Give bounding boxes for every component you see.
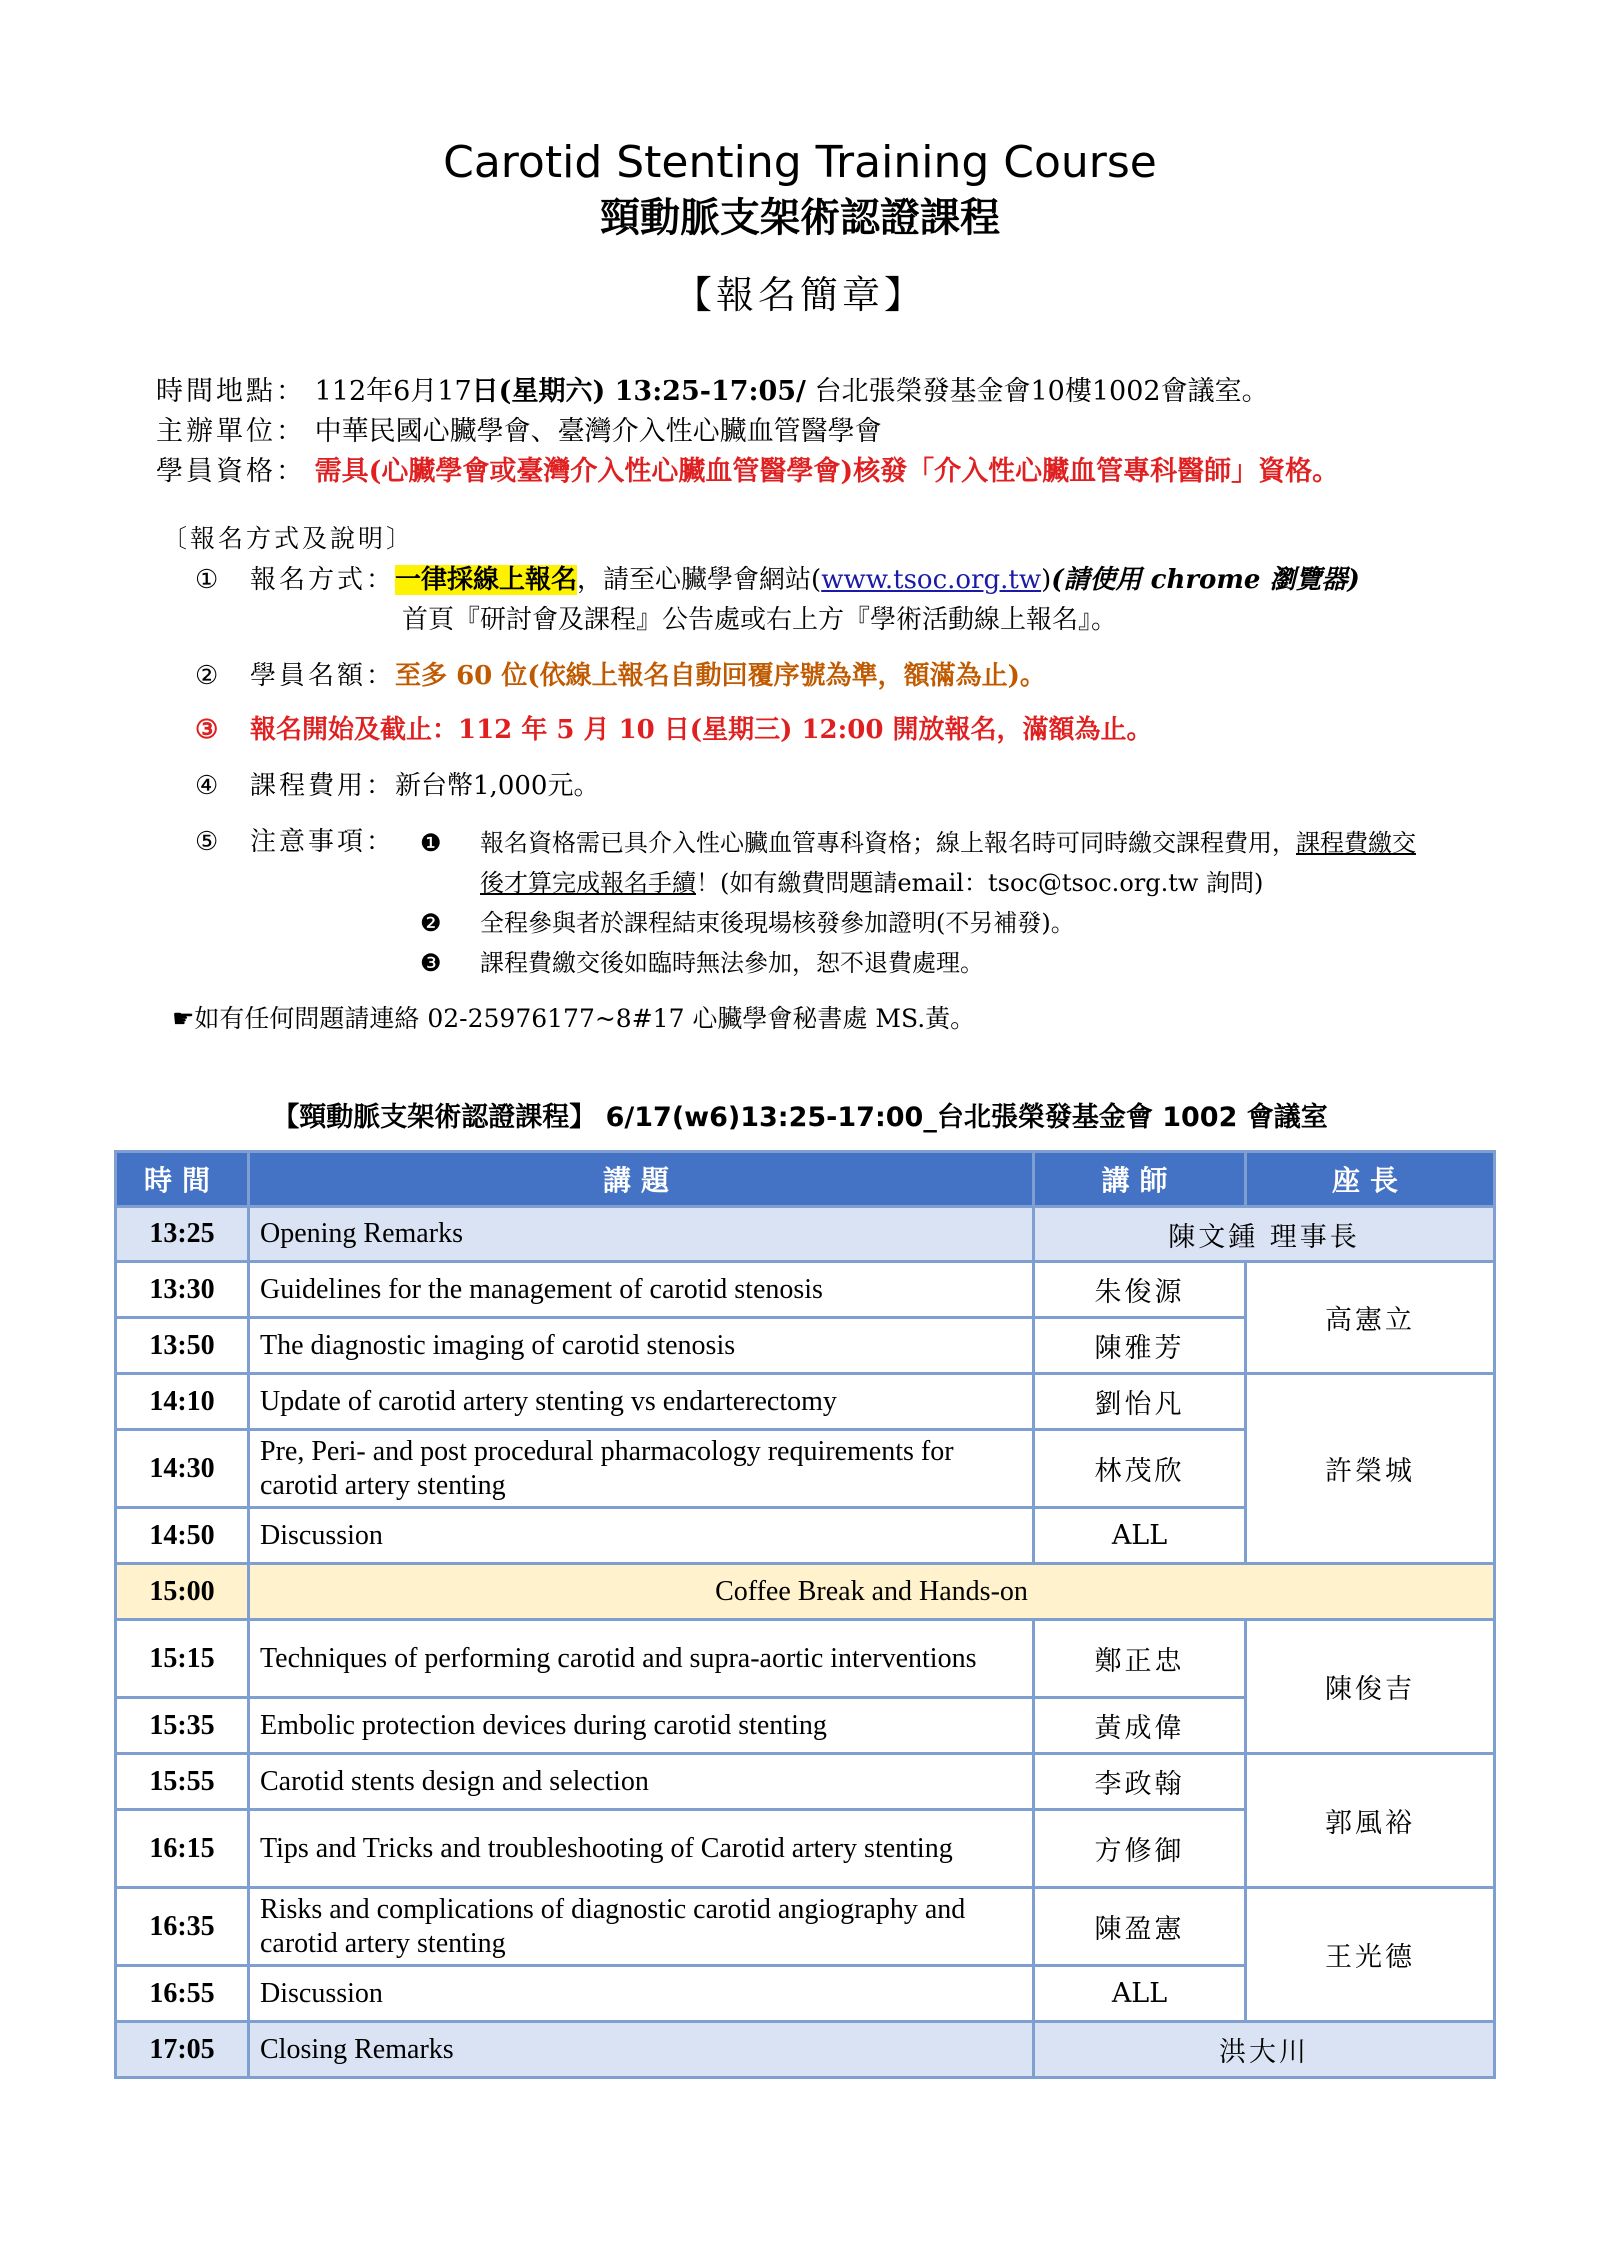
table-row: [116, 1754, 1495, 1810]
row-speaker: 方修御: [1034, 1810, 1246, 1888]
row-time: 15:55: [116, 1754, 249, 1810]
note-bullet: ❷: [420, 909, 442, 937]
qualification-value: 需具(心臟學會或臺灣介入性心臟血管醫學會)核發「介入性心臟血管專科醫師」資格。: [314, 456, 1340, 487]
row-topic: Opening Remarks: [249, 1207, 1034, 1262]
reg-item-4-content: [250, 768, 599, 804]
fee-value: 新台幣1,000元。: [395, 771, 600, 801]
row-time: 16:15: [116, 1810, 249, 1888]
table-row: [116, 1374, 1495, 1430]
row-topic: Tips and Tricks and troubleshooting of Carotid artery stenting: [249, 1810, 1034, 1888]
row-speaker: 陳雅芳: [1034, 1318, 1246, 1374]
row-speaker: ALL: [1034, 1966, 1246, 2022]
row-time: 13:25: [116, 1207, 249, 1262]
row-topic: Guidelines for the management of carotid stenosis: [249, 1262, 1034, 1318]
note-1-line2: [480, 866, 1263, 900]
table-row: [116, 1207, 1495, 1262]
row-chair: 郭風裕: [1246, 1754, 1495, 1888]
row-topic: Discussion: [249, 1966, 1034, 2022]
reg-method-label: 報名方式：: [250, 565, 396, 595]
qualification-label: 學員資格：: [156, 456, 306, 487]
item-number: ⑤: [195, 827, 219, 857]
reg-method-text: ，請至心臟學會網站(: [577, 565, 822, 595]
note-1-text-b: 課程費繳交: [1296, 829, 1416, 857]
item-number: ③: [195, 715, 219, 745]
time-place-label: 時間地點：: [156, 376, 306, 407]
row-speaker: 朱俊源: [1034, 1262, 1246, 1318]
row-topic: Techniques of performing carotid and supra-aortic interventions: [249, 1620, 1034, 1698]
row-time: 13:50: [116, 1318, 249, 1374]
row-speaker: 鄭正忠: [1034, 1620, 1246, 1698]
time-day-range: 日(星期六) 13:25-17:05/: [471, 376, 806, 407]
header-topic: 講題: [249, 1152, 1034, 1207]
time-venue: 台北張榮發基金會10樓1002會議室。: [805, 376, 1269, 407]
item-number: ①: [195, 565, 219, 595]
item-number: ②: [195, 661, 219, 691]
registration-brochure-heading: 【報名簡章】: [673, 273, 926, 317]
chrome-note: (請使用 chrome 瀏覽器): [1051, 565, 1360, 595]
row-topic: Embolic protection devices during carotid stenting: [249, 1698, 1034, 1754]
note-1-text-a: 報名資格需已具介入性心臟血管專科資格；線上報名時可同時繳交課程費用，: [480, 829, 1296, 857]
qualification-row: [156, 454, 1339, 490]
note-2-text: 全程參與者於課程結束後現場核發參加證明(不另補發)。: [480, 909, 1075, 937]
table-row: [116, 1888, 1495, 1966]
row-speaker: ALL: [1034, 1508, 1246, 1564]
row-speaker: 洪大川: [1034, 2022, 1495, 2078]
row-topic: Update of carotid artery stenting vs endarterectomy: [249, 1374, 1034, 1430]
row-time: 15:15: [116, 1620, 249, 1698]
row-time: 15:00: [116, 1564, 249, 1620]
time-date: 112年6月17: [314, 376, 472, 407]
registration-section-label: 〔報名方式及說明〕: [162, 524, 415, 553]
row-topic: Closing Remarks: [249, 2022, 1034, 2078]
organizer-label: 主辦單位：: [156, 416, 306, 447]
row-chair: 高憲立: [1246, 1262, 1495, 1374]
row-time: 16:55: [116, 1966, 249, 2022]
notes-label: 注意事項：: [250, 827, 396, 857]
quota-value: 至多 60 位(依線上報名自動回覆序號為準，額滿為止)。: [395, 661, 1046, 691]
course-title-chinese: 頸動脈支架術認證課程: [600, 195, 1000, 241]
header-chair: 座長: [1246, 1152, 1495, 1207]
row-topic: Pre, Peri- and post procedural pharmacology requirements for carotid artery stenting: [249, 1430, 1034, 1508]
note-bullet: ❸: [420, 949, 442, 977]
time-place-row: [156, 374, 1269, 410]
table-row: [116, 1262, 1495, 1318]
row-speaker: 黃成偉: [1034, 1698, 1246, 1754]
row-time: 13:30: [116, 1262, 249, 1318]
agenda-table: [114, 1150, 1496, 2079]
reg-item-2-content: [250, 658, 1046, 694]
row-topic: The diagnostic imaging of carotid stenosis: [249, 1318, 1034, 1374]
organizer-row: [156, 414, 882, 450]
quota-label: 學員名額：: [250, 661, 396, 691]
reg-period-text: 報名開始及截止：112 年 5 月 10 日(星期三) 12:00 開放報名，滿額為止。: [250, 715, 1153, 745]
row-time: 17:05: [116, 2022, 249, 2078]
note-1-text-d: ！(如有繳費問題請email：tsoc@tsoc.org.tw 詢問): [696, 869, 1264, 897]
row-topic: Coffee Break and Hands-on: [249, 1564, 1495, 1620]
row-speaker: 劉怡凡: [1034, 1374, 1246, 1430]
organizer-value: 中華民國心臟學會、臺灣介入性心臟血管醫學會: [314, 416, 882, 447]
row-chair: 王光德: [1246, 1888, 1495, 2022]
note-1-text-c: 後才算完成報名手續: [480, 869, 696, 897]
row-time: 14:50: [116, 1508, 249, 1564]
reg-method-close: ): [1041, 565, 1052, 595]
row-time: 15:35: [116, 1698, 249, 1754]
row-time: 14:30: [116, 1430, 249, 1508]
row-speaker: 林茂欣: [1034, 1430, 1246, 1508]
note-bullet: ❶: [420, 829, 442, 857]
row-speaker: 李政翰: [1034, 1754, 1246, 1810]
header-speaker: 講師: [1034, 1152, 1246, 1207]
contact-line: ☛如有任何問題請連絡 02-25976177~8#17 心臟學會秘書處 MS.黃。: [172, 1004, 976, 1033]
row-chair: 許榮城: [1246, 1374, 1495, 1564]
row-topic: Risks and complications of diagnostic carotid angiography and carotid artery stenting: [249, 1888, 1034, 1966]
table-row: [116, 2022, 1495, 2078]
tsoc-website-link[interactable]: www.tsoc.org.tw: [821, 565, 1042, 595]
agenda-title: 【頸動脈支架術認證課程】 6/17(w6)13:25-17:00_台北張榮發基金會 1002 會議室: [272, 1102, 1328, 1133]
row-topic: Carotid stents design and selection: [249, 1754, 1034, 1810]
note-1-line1: [480, 826, 1416, 860]
row-time: 16:35: [116, 1888, 249, 1966]
item-number: ④: [195, 771, 219, 801]
table-row: [116, 1620, 1495, 1698]
note-3-text: 課程費繳交後如臨時無法參加，恕不退費處理。: [480, 949, 984, 977]
online-only-highlight: 一律採線上報名: [395, 565, 578, 595]
row-chair: 陳俊吉: [1246, 1620, 1495, 1754]
table-row: [116, 1564, 1495, 1620]
fee-label: 課程費用：: [250, 771, 396, 801]
row-speaker: 陳盈憲: [1034, 1888, 1246, 1966]
reg-item-1-line2: 首頁『研討會及課程』公告處或右上方『學術活動線上報名』。: [402, 605, 1118, 635]
row-time: 14:10: [116, 1374, 249, 1430]
reg-item-1-content: [250, 562, 1360, 598]
agenda-header-row: [116, 1152, 1495, 1207]
row-topic: Discussion: [249, 1508, 1034, 1564]
header-time: 時間: [116, 1152, 249, 1207]
row-speaker: 陳文鍾 理事長: [1034, 1207, 1495, 1262]
course-title-english: Carotid Stenting Training Course: [443, 137, 1157, 188]
